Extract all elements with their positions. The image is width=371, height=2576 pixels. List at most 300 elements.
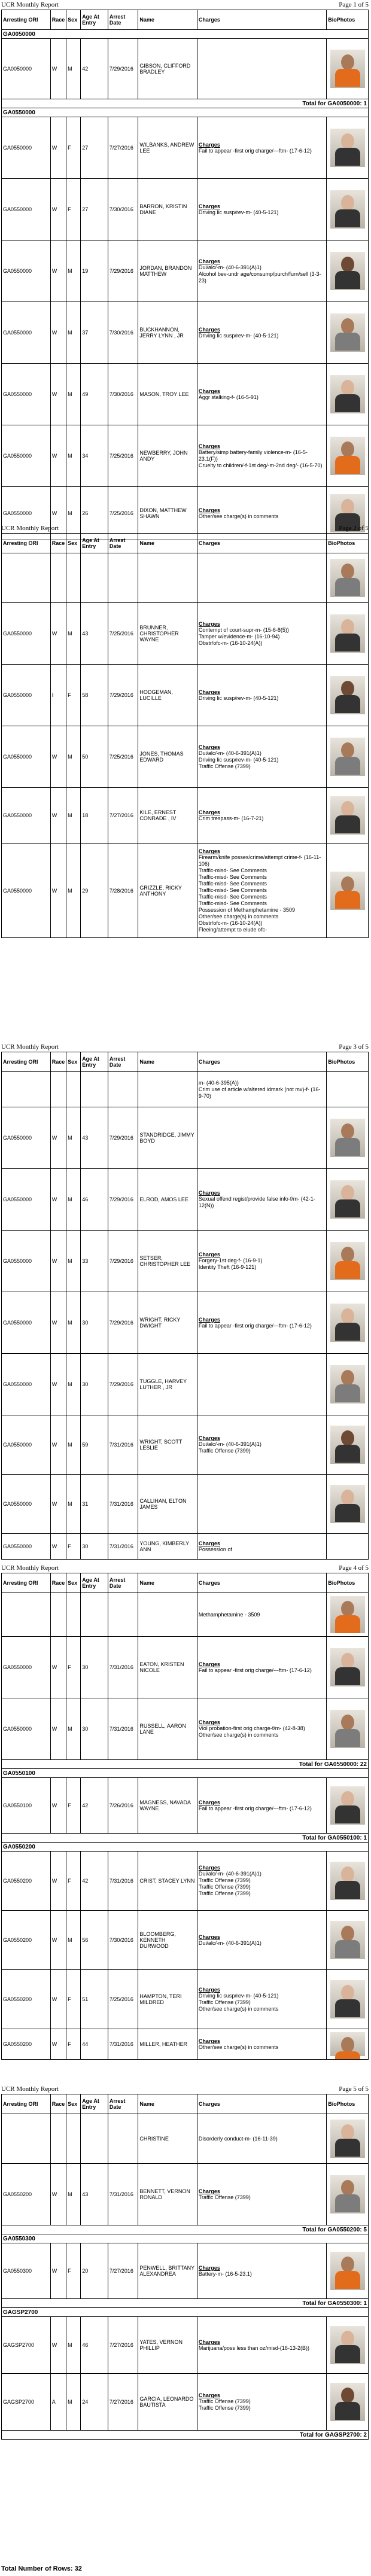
report-page [0, 1563, 371, 2060]
photo-head [341, 2124, 354, 2140]
column-header: Sex [66, 10, 81, 30]
biophoto-cell [327, 117, 369, 179]
charge-item: Cruelty to children/-f-1st deg/-m-2nd deg/- (16-5-70) [198, 462, 323, 468]
charges-label: Charges [198, 1540, 220, 1546]
charge-item: Dui/alc/-m- (40-6-391(A)1) [198, 1939, 261, 1946]
sex-cell: M [66, 39, 81, 99]
sex-cell: F [66, 179, 81, 240]
arresting-ori [2, 553, 51, 603]
person-name: HAMPTON, TERI MILDRED [138, 1970, 197, 2029]
person-name: SETSER, CHRISTOPHER LEE [138, 1231, 197, 1292]
charge-item: Traffic Offense (7399) [198, 2405, 251, 2411]
charges-label: Charges [198, 1435, 220, 1441]
sex-cell: F [66, 2029, 81, 2060]
race-cell: W [50, 844, 66, 938]
page-header [0, 1042, 371, 1052]
charge-item: Traffic-misd- See Comments [198, 873, 267, 880]
sex-cell: M [66, 788, 81, 844]
age-cell: 37 [81, 302, 108, 364]
charge-item: Driving lic susp/rev-m- (40-5-121) [198, 756, 279, 763]
header-row [2, 534, 369, 553]
age-cell: 43 [81, 2164, 108, 2225]
arrest-date [108, 2114, 138, 2164]
photo-body [335, 1881, 360, 1899]
charge-item: m- (40-6-395(A)) [198, 1079, 239, 1086]
mugshot-photo [330, 738, 365, 776]
arrest-date: 7/29/2016 [108, 1354, 138, 1415]
table-row [2, 117, 369, 179]
photo-head [341, 681, 354, 696]
arrest-date [108, 553, 138, 603]
charges-label: Charges [198, 141, 220, 148]
charge-item: Battery/simp battery-family violence-m- (16-5-23.1(F)) [198, 449, 308, 462]
person-name [138, 553, 197, 603]
photo-head [341, 1866, 354, 1882]
arrest-date: 7/27/2016 [108, 2374, 138, 2431]
arrest-date: 7/25/2016 [108, 487, 138, 540]
arresting-ori: GA0550000 [2, 302, 51, 364]
group-header-row [2, 2234, 369, 2243]
column-header: Sex [66, 534, 81, 553]
photo-body [335, 891, 360, 909]
charges-label: Charges [198, 1719, 220, 1725]
photo-body [335, 757, 360, 775]
person-name: YATES, VERNON PHILLIP [138, 2317, 197, 2374]
total-rows-footer: Total Number of Rows: 32 [1, 2565, 82, 2572]
race-cell: W [50, 1107, 66, 1169]
table-row [2, 603, 369, 665]
column-header: Arresting ORI [2, 1573, 51, 1593]
arrest-date: 7/29/2016 [108, 1107, 138, 1169]
person-name: DIXON, MATTHEW SHAWN [138, 487, 197, 540]
arresting-ori: GA0550200 [2, 2164, 51, 2225]
sex-cell: F [66, 1970, 81, 2029]
charge-item: Other/see charge(s) in comments [198, 2005, 279, 2012]
age-cell: 50 [81, 726, 108, 788]
charges-cell [197, 844, 326, 938]
charge-item: Identity Theft (16-9-121) [198, 1264, 257, 1270]
sex-cell [66, 553, 81, 603]
charge-item: Other/see charge(s) in comments [198, 1732, 279, 1738]
biophoto-cell [327, 2317, 369, 2374]
charges-label: Charges [198, 507, 220, 513]
table-row [2, 1637, 369, 1698]
charges-cell [197, 1354, 326, 1415]
charges-cell [197, 1231, 326, 1292]
person-name: BARRON, KRISTIN DIANE [138, 179, 197, 240]
column-header: Name [138, 10, 197, 30]
arrest-date: 7/27/2016 [108, 788, 138, 844]
table-row [2, 2029, 369, 2060]
table-row [2, 2317, 369, 2374]
photo-body [335, 2139, 360, 2157]
column-header: Name [138, 2094, 197, 2114]
charges-label: Charges [198, 326, 220, 333]
arresting-ori: GA0550000 [2, 788, 51, 844]
charges-cell [197, 2243, 326, 2299]
photo-head [341, 380, 354, 395]
column-header: Name [138, 1052, 197, 1072]
arresting-ori: GA0550200 [2, 1911, 51, 1970]
report-page [0, 2084, 371, 2440]
table-row [2, 425, 369, 487]
mugshot-photo [330, 2120, 365, 2158]
arrest-date: 7/29/2016 [108, 39, 138, 99]
age-cell: 30 [81, 1698, 108, 1760]
photo-body [335, 1805, 360, 1823]
sex-cell: M [66, 1415, 81, 1475]
photo-head [341, 2180, 354, 2196]
charges-label: Charges [198, 744, 220, 750]
mugshot-photo [330, 313, 365, 352]
biophoto-cell [327, 1534, 369, 1560]
mugshot-photo [330, 2175, 365, 2213]
group-total-label: Total for GA0550300: 1 [2, 2299, 369, 2308]
charges-label: Charges [198, 388, 220, 394]
age-cell [81, 1593, 108, 1637]
mugshot-photo [330, 1710, 365, 1748]
table-row [2, 1292, 369, 1354]
column-header: Arresting ORI [2, 534, 51, 553]
arresting-ori: GA0550000 [2, 1415, 51, 1475]
table-row [2, 1072, 369, 1107]
biophoto-cell [327, 2243, 369, 2299]
group-total-label: Total for GA0550000: 22 [2, 1760, 369, 1769]
biophoto-cell [327, 788, 369, 844]
photo-body [335, 2271, 360, 2289]
charges-label: Charges [198, 1986, 220, 1993]
group-total-label: Total for GA0550200: 5 [2, 2225, 369, 2234]
photo-head [341, 619, 354, 635]
column-header: Race [50, 2094, 66, 2114]
arresting-ori: GA0550200 [2, 2029, 51, 2060]
arrest-date: 7/28/2016 [108, 844, 138, 938]
age-cell: 27 [81, 179, 108, 240]
arresting-ori: GA0550000 [2, 240, 51, 302]
race-cell: A [50, 2374, 66, 2431]
mugshot-photo [330, 252, 365, 290]
photo-body [335, 148, 360, 166]
charge-item: Driving lic susp/rev-m- (40-5-121) [198, 209, 279, 215]
sex-cell: M [66, 425, 81, 487]
race-cell: W [50, 425, 66, 487]
biophoto-cell [327, 1354, 369, 1415]
charges-label: Charges [198, 258, 220, 264]
column-header: Race [50, 10, 66, 30]
sex-cell: M [66, 487, 81, 540]
charge-item: Traffic-misd- See Comments [198, 880, 267, 887]
report-page [0, 523, 371, 938]
charges-cell [197, 2164, 326, 2225]
age-cell: 56 [81, 1911, 108, 1970]
biophoto-cell [327, 2114, 369, 2164]
photo-body [335, 1667, 360, 1685]
column-header: Charges [197, 10, 326, 30]
arrest-date: 7/29/2016 [108, 240, 138, 302]
race-cell: W [50, 117, 66, 179]
mugshot-photo [330, 1921, 365, 1959]
charges-cell [197, 1415, 326, 1475]
group-total-label: Total for GA0550100: 1 [2, 1834, 369, 1843]
table-row [2, 1593, 369, 1637]
arresting-ori: GA0550000 [2, 364, 51, 425]
photo-body [335, 456, 360, 474]
column-header: Arrest Date [108, 534, 138, 553]
mugshot-photo [330, 1596, 365, 1633]
photo-head [341, 1985, 354, 2000]
charge-item: Fail to appear -first orig charge/---ftm- (17-6-12) [198, 1322, 312, 1329]
age-cell: 33 [81, 1231, 108, 1292]
photo-head [341, 1715, 354, 1730]
charges-label: Charges [198, 620, 220, 627]
arresting-ori: GA0550000 [2, 603, 51, 665]
table-row [2, 2374, 369, 2431]
race-cell: W [50, 603, 66, 665]
biophoto-cell [327, 1593, 369, 1637]
column-header: Arrest Date [108, 1052, 138, 1072]
charges-cell [197, 603, 326, 665]
group-ori-label: GAGSP2700 [2, 2308, 369, 2317]
table-row [2, 1534, 369, 1560]
sex-cell [66, 1072, 81, 1107]
group-header-row [2, 1769, 369, 1778]
arresting-ori: GA0550000 [2, 179, 51, 240]
biophoto-cell [327, 1475, 369, 1534]
charge-item: Dui/alc/-m- (40-6-391(A)1) [198, 750, 261, 756]
photo-head [341, 133, 354, 149]
charge-item: Dui/alc/-m- (40-6-391(A)1) [198, 1871, 261, 1877]
header-row [2, 2094, 369, 2114]
arresting-ori: GA0550000 [2, 425, 51, 487]
arrest-date: 7/31/2016 [108, 1475, 138, 1534]
age-cell: 44 [81, 2029, 108, 2060]
photo-head [341, 318, 354, 334]
biophoto-cell [327, 425, 369, 487]
sex-cell: M [66, 1231, 81, 1292]
group-total-row [2, 1760, 369, 1769]
photo-head [341, 1926, 354, 1941]
race-cell [50, 1593, 66, 1637]
race-cell: W [50, 1778, 66, 1834]
column-header: Age At Entry [81, 10, 108, 30]
charges-cell [197, 2114, 326, 2164]
arrest-date: 7/31/2016 [108, 1852, 138, 1911]
biophoto-cell [327, 1852, 369, 1911]
column-header: BioPhotos [327, 1573, 369, 1593]
biophoto-cell [327, 1292, 369, 1354]
charges-cell [197, 1778, 326, 1834]
sex-cell: M [66, 1354, 81, 1415]
group-ori-label: GA0550000 [2, 108, 369, 117]
charge-item: Obstr/ofc-m- (16-10-24(A)) [198, 640, 263, 646]
charge-item: Possession of Methamphetamine - 3509 [198, 906, 295, 913]
photo-body [335, 1729, 360, 1747]
age-cell [81, 1072, 108, 1107]
table-row [2, 665, 369, 726]
mugshot-photo [330, 1648, 365, 1686]
arresting-ori: GA0550000 [2, 844, 51, 938]
photo-head [341, 2037, 354, 2053]
group-total-row [2, 2299, 369, 2308]
charges-label: Charges [198, 2264, 220, 2271]
person-name: RUSSELL, AARON LANE [138, 1698, 197, 1760]
report-title: UCR Monthly Report [1, 525, 59, 532]
person-name: GIBSON, CLIFFORD BRADLEY [138, 39, 197, 99]
charge-item: Battery-m- (16-5-23.1) [198, 2270, 252, 2277]
photo-body [335, 1199, 360, 1217]
arrest-date: 7/25/2016 [108, 603, 138, 665]
biophoto-cell [327, 240, 369, 302]
page-number: Page 2 of 5 [339, 525, 369, 532]
race-cell: W [50, 1475, 66, 1534]
race-cell: W [50, 179, 66, 240]
person-name [138, 1593, 197, 1637]
photo-head [341, 257, 354, 272]
biophoto-cell [327, 844, 369, 938]
charges-cell [197, 1292, 326, 1354]
charges-cell [197, 1698, 326, 1760]
arresting-ori: GA0550300 [2, 2243, 51, 2299]
group-total-label: Total for GA0050000: 1 [2, 99, 369, 108]
photo-body [335, 2051, 360, 2060]
person-name: CRIST, STACEY LYNN [138, 1852, 197, 1911]
charges-cell [197, 2374, 326, 2431]
photo-body [335, 1323, 360, 1341]
mugshot-photo [330, 796, 365, 835]
photo-head [341, 1490, 354, 1505]
race-cell: W [50, 788, 66, 844]
page-number: Page 1 of 5 [339, 1, 369, 8]
photo-body [335, 2194, 360, 2212]
mugshot-photo [330, 559, 365, 597]
charges-label: Charges [198, 1865, 220, 1871]
sex-cell: F [66, 665, 81, 726]
charges-label: Charges [198, 809, 220, 815]
column-header: BioPhotos [327, 534, 369, 553]
header-row [2, 1573, 369, 1593]
page-header [0, 1563, 371, 1573]
age-cell: 30 [81, 1292, 108, 1354]
photo-body [335, 2345, 360, 2363]
charges-label: Charges [198, 848, 220, 854]
arresting-ori: GA0550000 [2, 1534, 51, 1560]
biophoto-cell [327, 2029, 369, 2060]
race-cell: W [50, 487, 66, 540]
person-name: MAGNESS, NAVADA WAYNE [138, 1778, 197, 1834]
report-table [1, 533, 369, 938]
charges-cell [197, 1475, 326, 1534]
table-row [2, 2243, 369, 2299]
biophoto-cell [327, 2374, 369, 2431]
race-cell: W [50, 1970, 66, 2029]
mugshot-photo [330, 1426, 365, 1464]
charges-cell [197, 788, 326, 844]
sex-cell: M [66, 1169, 81, 1231]
charges-cell [197, 1911, 326, 1970]
charge-item: Other/see charge(s) in comments [198, 513, 279, 519]
arrest-date: 7/31/2016 [108, 2164, 138, 2225]
person-name: TUGGLE, HARVEY LUTHER , JR [138, 1354, 197, 1415]
age-cell: 27 [81, 117, 108, 179]
arresting-ori: GA0550000 [2, 1698, 51, 1760]
age-cell: 18 [81, 788, 108, 844]
sex-cell: F [66, 1637, 81, 1698]
photo-body [335, 815, 360, 833]
charge-item: Sexual offend regist/provide false info-f/m- (42-1-12(N)) [198, 1196, 315, 1208]
charge-item: Traffic Offense (7399) [198, 1877, 251, 1883]
page-header [0, 2084, 371, 2094]
photo-head [341, 1185, 354, 1201]
group-ori-label: GA0550100 [2, 1769, 369, 1778]
charge-item: Marijuana/poss less than oz/misd-(16-13-2(B)) [198, 2344, 309, 2351]
charge-item: Firearm/knife posses/crime/attempt crime-f- (16-11-106) [198, 854, 321, 867]
group-ori-label: GA0050000 [2, 30, 369, 39]
person-name: CALLIHAN, ELTON JAMES [138, 1475, 197, 1534]
age-cell: 30 [81, 1354, 108, 1415]
age-cell: 31 [81, 1475, 108, 1534]
race-cell [50, 1072, 66, 1107]
arrest-date: 7/25/2016 [108, 726, 138, 788]
photo-body [335, 333, 360, 351]
photo-head [341, 742, 354, 758]
arrest-date: 7/30/2016 [108, 179, 138, 240]
charge-item: Traffic Offense (7399) [198, 2398, 251, 2404]
biophoto-cell [327, 1231, 369, 1292]
photo-head [341, 1123, 354, 1139]
arrest-date: 7/30/2016 [108, 364, 138, 425]
arresting-ori: GA0550000 [2, 665, 51, 726]
photo-head [341, 441, 354, 457]
mugshot-photo [330, 190, 365, 229]
table-row [2, 302, 369, 364]
column-header: Sex [66, 2094, 81, 2114]
person-name: EATON, KRISTEN NICOLE [138, 1637, 197, 1698]
mugshot-photo [330, 1119, 365, 1157]
group-total-label: Total for GAGSP2700: 2 [2, 2431, 369, 2440]
page-header [0, 523, 371, 533]
person-name: BENNETT, VERNON RONALD [138, 2164, 197, 2225]
charge-item: Obstr/ofc-m- (16-10-24(A)) [198, 919, 263, 926]
charge-item: Traffic Offense (7399) [198, 1884, 251, 1890]
charge-item: Other/see charge(s) in comments [198, 913, 279, 919]
photo-head [341, 2257, 354, 2272]
mugshot-photo [330, 2383, 365, 2421]
charge-item: Driving lic susp/rev-m- (40-5-121) [198, 332, 279, 339]
age-cell: 43 [81, 603, 108, 665]
table-row [2, 2114, 369, 2164]
sex-cell: M [66, 1698, 81, 1760]
person-name: GARCIA, LEONARDO BAUTISTA [138, 2374, 197, 2431]
charge-item: Viol probation-first orig charge-f/m- (42-8-38) [198, 1725, 305, 1731]
table-row [2, 1778, 369, 1834]
table-row [2, 726, 369, 788]
table-row [2, 364, 369, 425]
column-header: Arrest Date [108, 1573, 138, 1593]
charges-cell [197, 553, 326, 603]
charge-item: Forgery-1st deg-f- (16-9-1) [198, 1257, 263, 1263]
charges-cell [197, 179, 326, 240]
photo-head [341, 1247, 354, 1262]
race-cell: W [50, 726, 66, 788]
mugshot-photo [330, 614, 365, 653]
sex-cell: M [66, 2317, 81, 2374]
race-cell [50, 2114, 66, 2164]
charges-label: Charges [198, 1933, 220, 1940]
charge-item: Alcohol bev-undr age/consump/purch/furn/sell (3-3-23) [198, 270, 321, 284]
biophoto-cell [327, 1970, 369, 2029]
arrest-date: 7/31/2016 [108, 1534, 138, 1560]
race-cell: W [50, 1169, 66, 1231]
